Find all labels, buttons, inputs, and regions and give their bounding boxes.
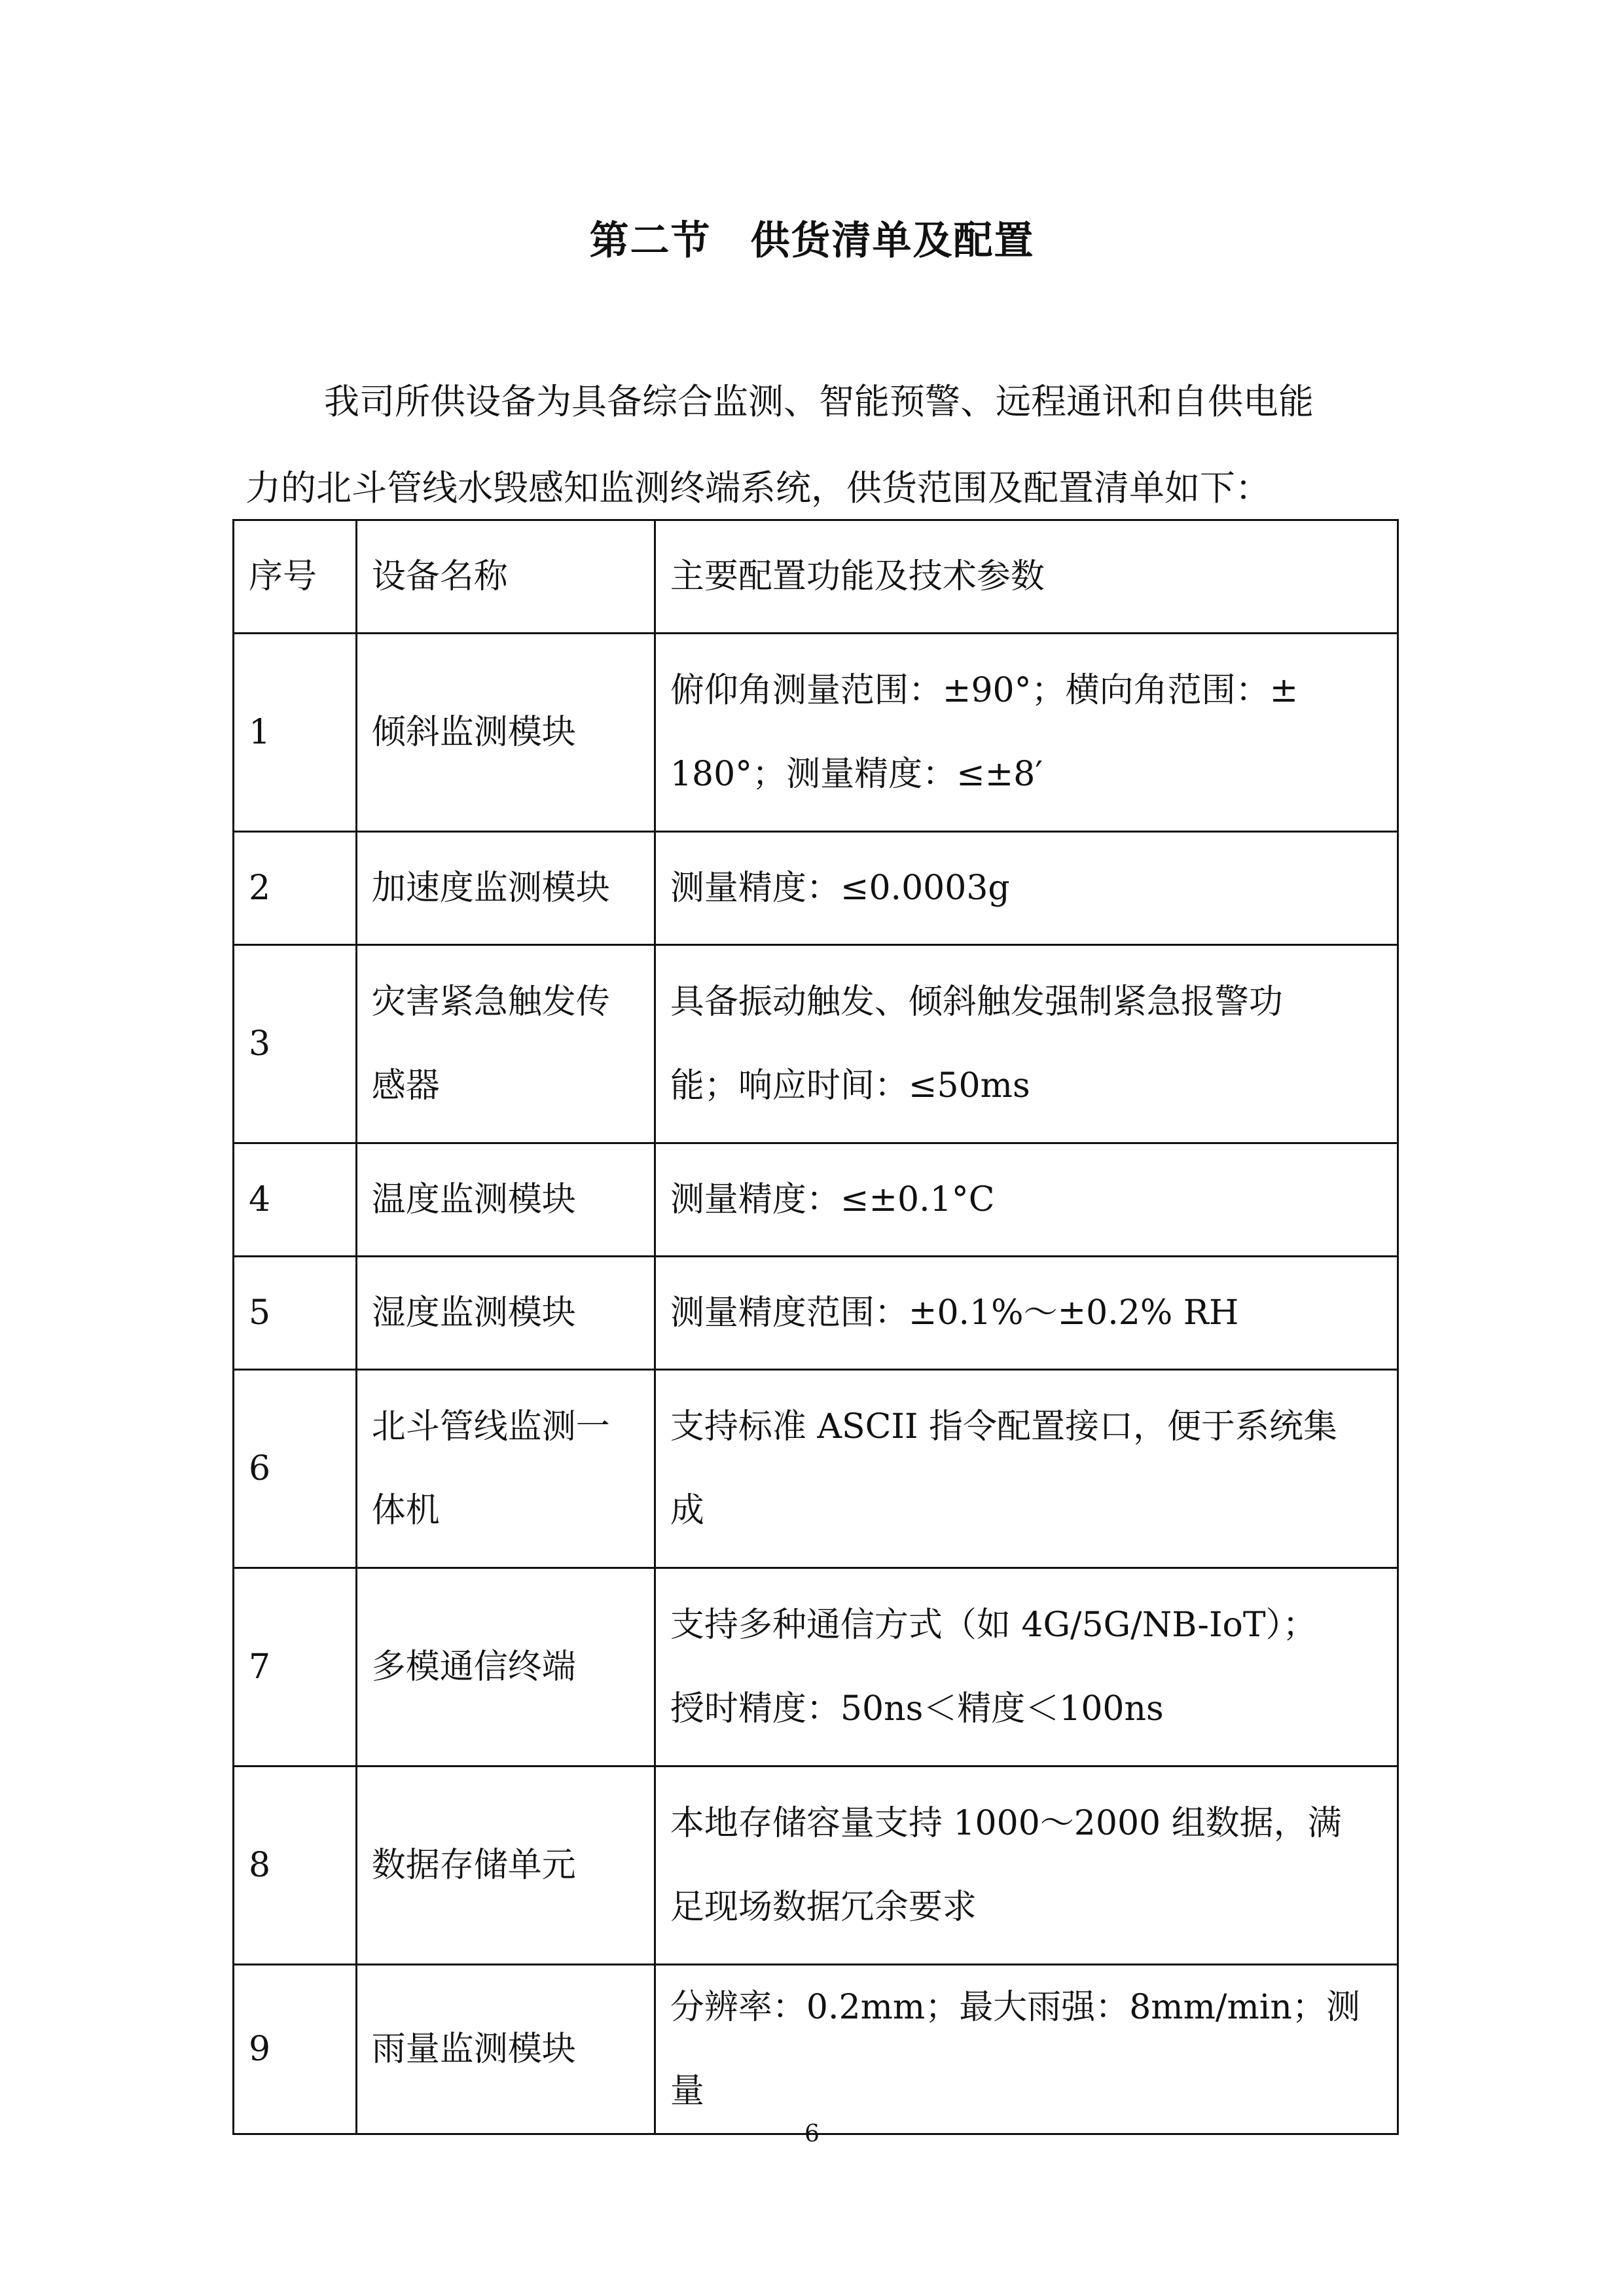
row-number: 5 (234, 1257, 357, 1370)
spec-cell (655, 1257, 1398, 1370)
spec-cell (655, 1143, 1398, 1257)
device-name-cell (356, 634, 655, 832)
table-row (234, 832, 1398, 945)
row-number: 4 (234, 1143, 357, 1257)
device-name: 雨量监测模块 (371, 2030, 576, 2069)
spec-line: 支持标准 ASCII 指令配置接口，便于系统集 (670, 1407, 1338, 1446)
device-name: 加速度监测模块 (371, 869, 610, 908)
device-name: 湿度监测模块 (371, 1293, 576, 1333)
table-row (234, 1257, 1398, 1370)
table-row (234, 1143, 1398, 1257)
device-name: 体机 (371, 1491, 440, 1530)
spec-line: 授时精度：50ns＜精度＜100ns (670, 1689, 1164, 1729)
device-name: 北斗管线监测一 (371, 1407, 610, 1446)
spec-line: 测量精度：≤0.0003g (670, 869, 1010, 908)
device-name: 倾斜监测模块 (371, 713, 576, 752)
spec-line: 本地存储容量支持 1000～2000 组数据，满 (670, 1804, 1342, 1843)
device-name-cell (356, 945, 655, 1143)
row-number: 9 (234, 1965, 357, 2134)
device-name: 数据存储单元 (371, 1846, 576, 1885)
spec-line: 成 (670, 1491, 704, 1530)
intro-line: 力的北斗管线水毁感知监测终端系统，供货范围及配置清单如下： (245, 467, 1271, 509)
spec-line: 具备振动触发、倾斜触发强制紧急报警功 (670, 982, 1283, 1022)
device-name: 感器 (371, 1066, 440, 1105)
device-name-cell (356, 1767, 655, 1965)
supply-list-table (232, 519, 1399, 2135)
spec-line: 分辨率：0.2mm；最大雨强：8mm/min；测量 (670, 1988, 1360, 2111)
row-number: 8 (234, 1767, 357, 1965)
header-cell-name: 设备名称 (356, 520, 655, 634)
row-number: 7 (234, 1568, 357, 1767)
device-name-cell (356, 1370, 655, 1568)
page-number: 6 (804, 2121, 820, 2147)
spec-line: 俯仰角测量范围：±90°；横向角范围：± (670, 671, 1299, 710)
spec-line: 能；响应时间：≤50ms (670, 1066, 1030, 1105)
intro-paragraph (245, 359, 1398, 531)
device-name-cell (356, 1143, 655, 1257)
spec-line: 测量精度范围：±0.1%～±0.2% RH (670, 1293, 1239, 1333)
section-heading (0, 209, 1624, 266)
section-title: 供货清单及配置 (750, 218, 1035, 264)
device-name: 多模通信终端 (371, 1647, 576, 1687)
spec-cell (655, 1965, 1398, 2134)
table-row (234, 1370, 1398, 1568)
device-name-cell (356, 1257, 655, 1370)
device-name-cell (356, 1965, 655, 2134)
spec-cell (655, 1767, 1398, 1965)
table-header-row (234, 520, 1398, 634)
intro-line: 我司所供设备为具备综合监测、智能预警、远程通讯和自供电能 (324, 381, 1314, 422)
table-row (234, 1568, 1398, 1767)
spec-cell (655, 1568, 1398, 1767)
spec-line: 测量精度：≤±0.1°C (670, 1180, 995, 1219)
spec-cell (655, 945, 1398, 1143)
device-name-cell (356, 832, 655, 945)
device-name: 温度监测模块 (371, 1180, 576, 1219)
spec-cell (655, 1370, 1398, 1568)
spec-cell (655, 634, 1398, 832)
device-name: 灾害紧急触发传 (371, 982, 610, 1022)
spec-line: 足现场数据冗余要求 (670, 1888, 977, 1927)
header-cell-no: 序号 (234, 520, 357, 634)
spec-cell (655, 832, 1398, 945)
table-row (234, 634, 1398, 832)
row-number: 3 (234, 945, 357, 1143)
table-row (234, 1965, 1398, 2134)
spec-line: 支持多种通信方式（如 4G/5G/NB-IoT）； (670, 1605, 1317, 1645)
row-number: 2 (234, 832, 357, 945)
row-number: 6 (234, 1370, 357, 1568)
device-name-cell (356, 1568, 655, 1767)
table-row (234, 1767, 1398, 1965)
table-row (234, 945, 1398, 1143)
row-number: 1 (234, 634, 357, 832)
spec-line: 180°；测量精度：≤±8′ (670, 755, 1043, 794)
header-cell-spec: 主要配置功能及技术参数 (655, 520, 1398, 634)
section-number: 第二节 (589, 218, 712, 264)
